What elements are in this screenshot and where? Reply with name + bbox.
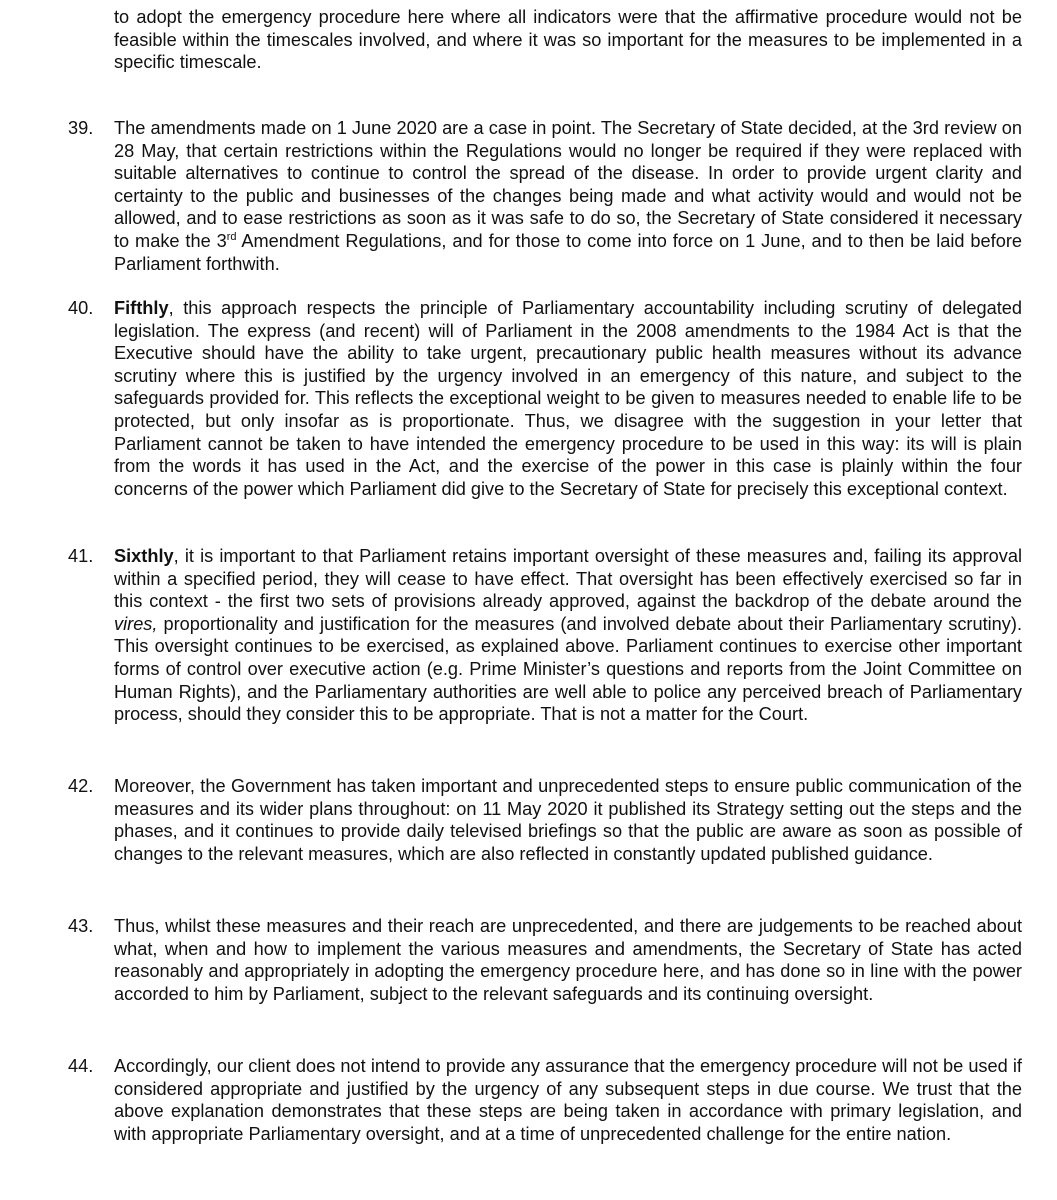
paragraph-40 bbox=[68, 297, 1022, 500]
paragraph-number: 40. bbox=[68, 298, 94, 318]
paragraph-text-continued: proportionality and justification for the measures (and involved debate about their Parliamentary scrutiny). This oversight continues to be exercised, as explained above. Parliament continues to exercise other important forms of control over executive action (e.g. Prime Minister’s questions and reports from the Joint Committee on Human Rights), and the Parliamentary authorities are well able to police any perceived breach of Parliamentary process, should they consider this to be appropriate. That is not a matter for the Court. bbox=[114, 613, 1022, 725]
italic-term: vires, bbox=[114, 613, 158, 634]
ordinal-superscript: rd bbox=[226, 230, 237, 243]
paragraph-42 bbox=[68, 775, 1022, 865]
paragraph-text: Accordingly, our client does not intend to provide any assurance that the emergency procedure will not be used if considered appropriate and justified by the urgency of any subsequent steps in due course. We trust that the above explanation demonstrates that these steps are being taken in accordance with primary legislation, and with appropriate Parliamentary oversight, and at a time of unprecedented challenge for the entire nation. bbox=[114, 1056, 1022, 1144]
paragraph-text: The amendments made on 1 June 2020 are a case in point. The Secretary of State decided, at the 3rd review on 28 May, that certain restrictions within the Regulations would no longer be required if they were replaced with suitable alternatives to continue to control the spread of the disease. In order to provide urgent clarity and certainty to the public and businesses of the changes being made and what activity would and would not be allowed, and to ease restrictions as soon as it was safe to do so, the Secretary of State considered it necessary to make the 3 bbox=[114, 118, 1022, 251]
paragraph-38-continuation bbox=[114, 6, 1022, 74]
paragraph-text: to adopt the emergency procedure here where all indicators were that the affirmative procedure would not be feasible within the timescales involved, and where it was so important for the measures to be implemented in a specific timescale. bbox=[114, 7, 1022, 73]
paragraph-text-continued: Amendment Regulations, and for those to come into force on 1 June, and to then be laid before Parliament forthwith. bbox=[114, 230, 1023, 274]
paragraph-number: 39. bbox=[68, 118, 94, 138]
paragraph-lead-word: Sixthly bbox=[114, 546, 174, 566]
paragraph-text: , it is important to that Parliament retains important oversight of these measures and, failing its approval within a specified period, they will cease to have effect. That oversight has been effectively exercised so far in this context - the first two sets of provisions already approved, against the backdrop of the debate around the bbox=[114, 546, 1022, 612]
paragraph-text: , this approach respects the principle of Parliamentary accountability including scrutiny of delegated legislation. The express (and recent) will of Parliament in the 2008 amendments to the 1984 Act is that the Executive should have the ability to take urgent, precautionary public health measures without its advance scrutiny where this is justified by the urgency involved in an emergency of this nature, and subject to the safeguards provided for. This reflects the exceptional weight to be given to measures needed to enable life to be protected, but only insofar as is proportionate. Thus, we disagree with the suggestion in your letter that Parliament cannot be taken to have intended the emergency procedure to be used in this way: its will is plain from the words it has used in the Act, and the exercise of the power in this case is plainly within the four concerns of the power which Parliament did give to the Secretary of State for precisely this exceptional context. bbox=[114, 298, 1022, 499]
paragraph-44 bbox=[68, 1055, 1022, 1145]
paragraph-41 bbox=[68, 545, 1022, 726]
paragraph-number: 41. bbox=[68, 546, 94, 566]
paragraph-number: 44. bbox=[68, 1056, 94, 1076]
paragraph-number: 43. bbox=[68, 916, 94, 936]
paragraph-text: Moreover, the Government has taken important and unprecedented steps to ensure public communication of the measures and its wider plans throughout: on 11 May 2020 it published its Strategy setting out the steps and the phases, and it continues to provide daily televised briefings so that the public are aware as soon as possible of changes to the relevant measures, which are also reflected in constantly updated published guidance. bbox=[114, 776, 1022, 864]
paragraph-43 bbox=[68, 915, 1022, 1005]
paragraph-39 bbox=[68, 117, 1023, 275]
paragraph-lead-word: Fifthly bbox=[114, 298, 169, 318]
paragraph-number: 42. bbox=[68, 776, 94, 796]
paragraph-text: Thus, whilst these measures and their reach are unprecedented, and there are judgements to be reached about what, when and how to implement the various measures and amendments, the Secretary of State has acted reasonably and appropriately in adopting the emergency procedure here, and has done so in line with the power accorded to him by Parliament, subject to the relevant safeguards and its continuing oversight. bbox=[114, 916, 1022, 1004]
